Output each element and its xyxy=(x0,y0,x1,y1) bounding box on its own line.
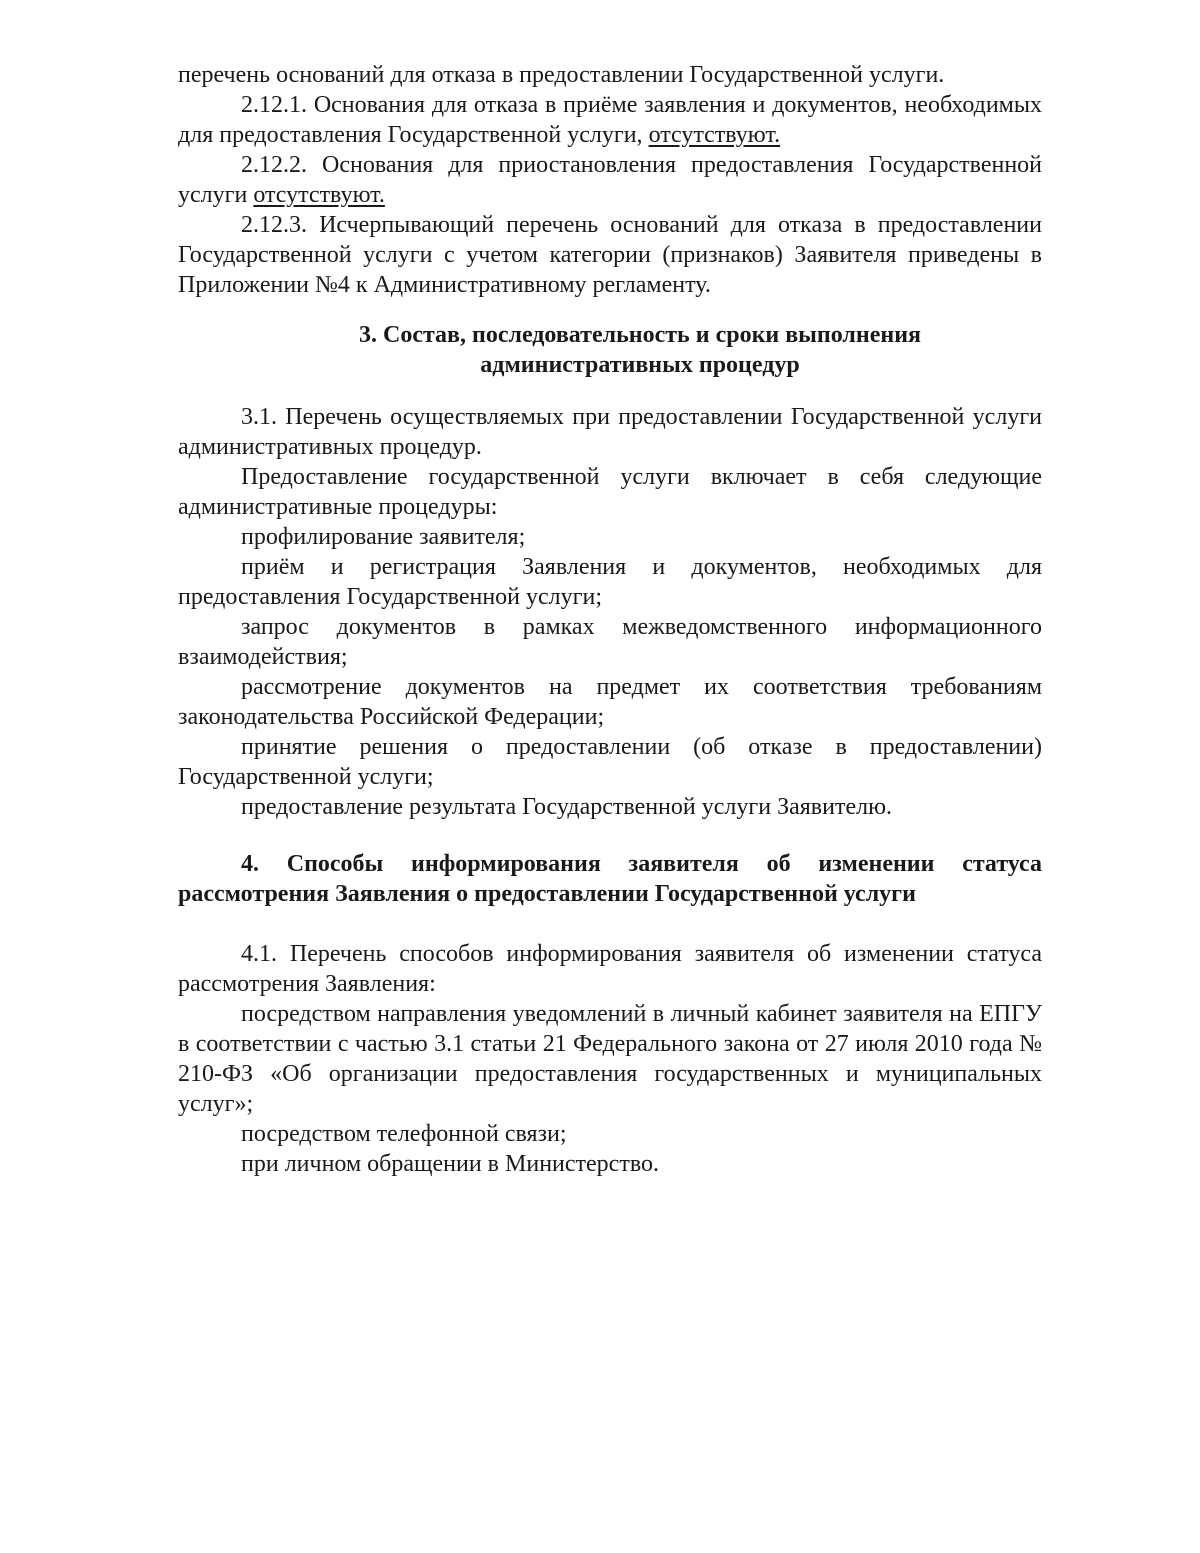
paragraph-2-12-3: 2.12.3. Исчерпывающий перечень оснований для отказа в предоставлении Государственной услуги с учетом категории (признаков) Заявителя приведены в Приложении №4 к Административному регламенту. xyxy=(178,212,1042,298)
section-2-12-intro: перечень оснований для отказа в предоставлении Государственной услуги. xyxy=(178,62,945,88)
paragraph-2-12-1-underlined: отсутствуют. xyxy=(648,122,781,148)
section-3-heading-line-2: административных процедур xyxy=(480,352,800,378)
procedure-item: приём и регистрация Заявления и документов, необходимых для предоставления Государственной услуги; xyxy=(178,554,1042,610)
procedure-item: профилирование заявителя; xyxy=(241,524,526,550)
section-3-heading xyxy=(178,320,1042,380)
spacer xyxy=(178,909,1042,939)
spacer xyxy=(178,300,1042,320)
spacer xyxy=(178,822,1042,849)
method-item: посредством телефонной связи; xyxy=(241,1121,567,1147)
paragraph-2-12-2-underlined: отсутствуют. xyxy=(253,182,385,208)
paragraph-4-1: 4.1. Перечень способов информирования заявителя об изменении статуса рассмотрения Заявления: xyxy=(178,941,1042,997)
paragraph-2-12-1-text: 2.12.1. Основания для отказа в приёме заявления и документов, необходимых для предоставления Государственной услуги, xyxy=(178,92,1042,148)
paragraph-procedures-intro: Предоставление государственной услуги включает в себя следующие административные процедуры: xyxy=(178,464,1042,520)
document-body xyxy=(178,60,1042,1179)
section-3-heading-line-1: 3. Состав, последовательность и сроки выполнения xyxy=(358,322,922,348)
method-item: посредством направления уведомлений в личный кабинет заявителя на ЕПГУ в соответствии с частью 3.1 статьи 21 Федерального закона от 27 июля 2010 года № 210-ФЗ «Об организации предоставления государственных и муниципальных услуг»; xyxy=(178,1001,1042,1117)
procedure-item: принятие решения о предоставлении (об отказе в предоставлении) Государственной услуги; xyxy=(178,734,1042,790)
spacer xyxy=(178,380,1042,402)
section-4-heading: 4. Способы информирования заявителя об изменении статуса рассмотрения Заявления о предоставлении Государственной услуги xyxy=(178,851,1042,907)
procedure-item: предоставление результата Государственной услуги Заявителю. xyxy=(241,794,892,820)
method-item: при личном обращении в Министерство. xyxy=(241,1151,659,1177)
paragraph-2-12-1 xyxy=(178,90,1042,150)
procedure-item: рассмотрение документов на предмет их соответствия требованиям законодательства Российской Федерации; xyxy=(178,674,1042,730)
paragraph-2-12-2-text: 2.12.2. Основания для приостановления предоставления Государственной услуги xyxy=(178,152,1042,208)
procedure-item: запрос документов в рамках межведомственного информационного взаимодействия; xyxy=(178,614,1042,670)
paragraph-2-12-2 xyxy=(178,150,1042,210)
paragraph-3-1: 3.1. Перечень осуществляемых при предоставлении Государственной услуги административных процедур. xyxy=(178,404,1042,460)
